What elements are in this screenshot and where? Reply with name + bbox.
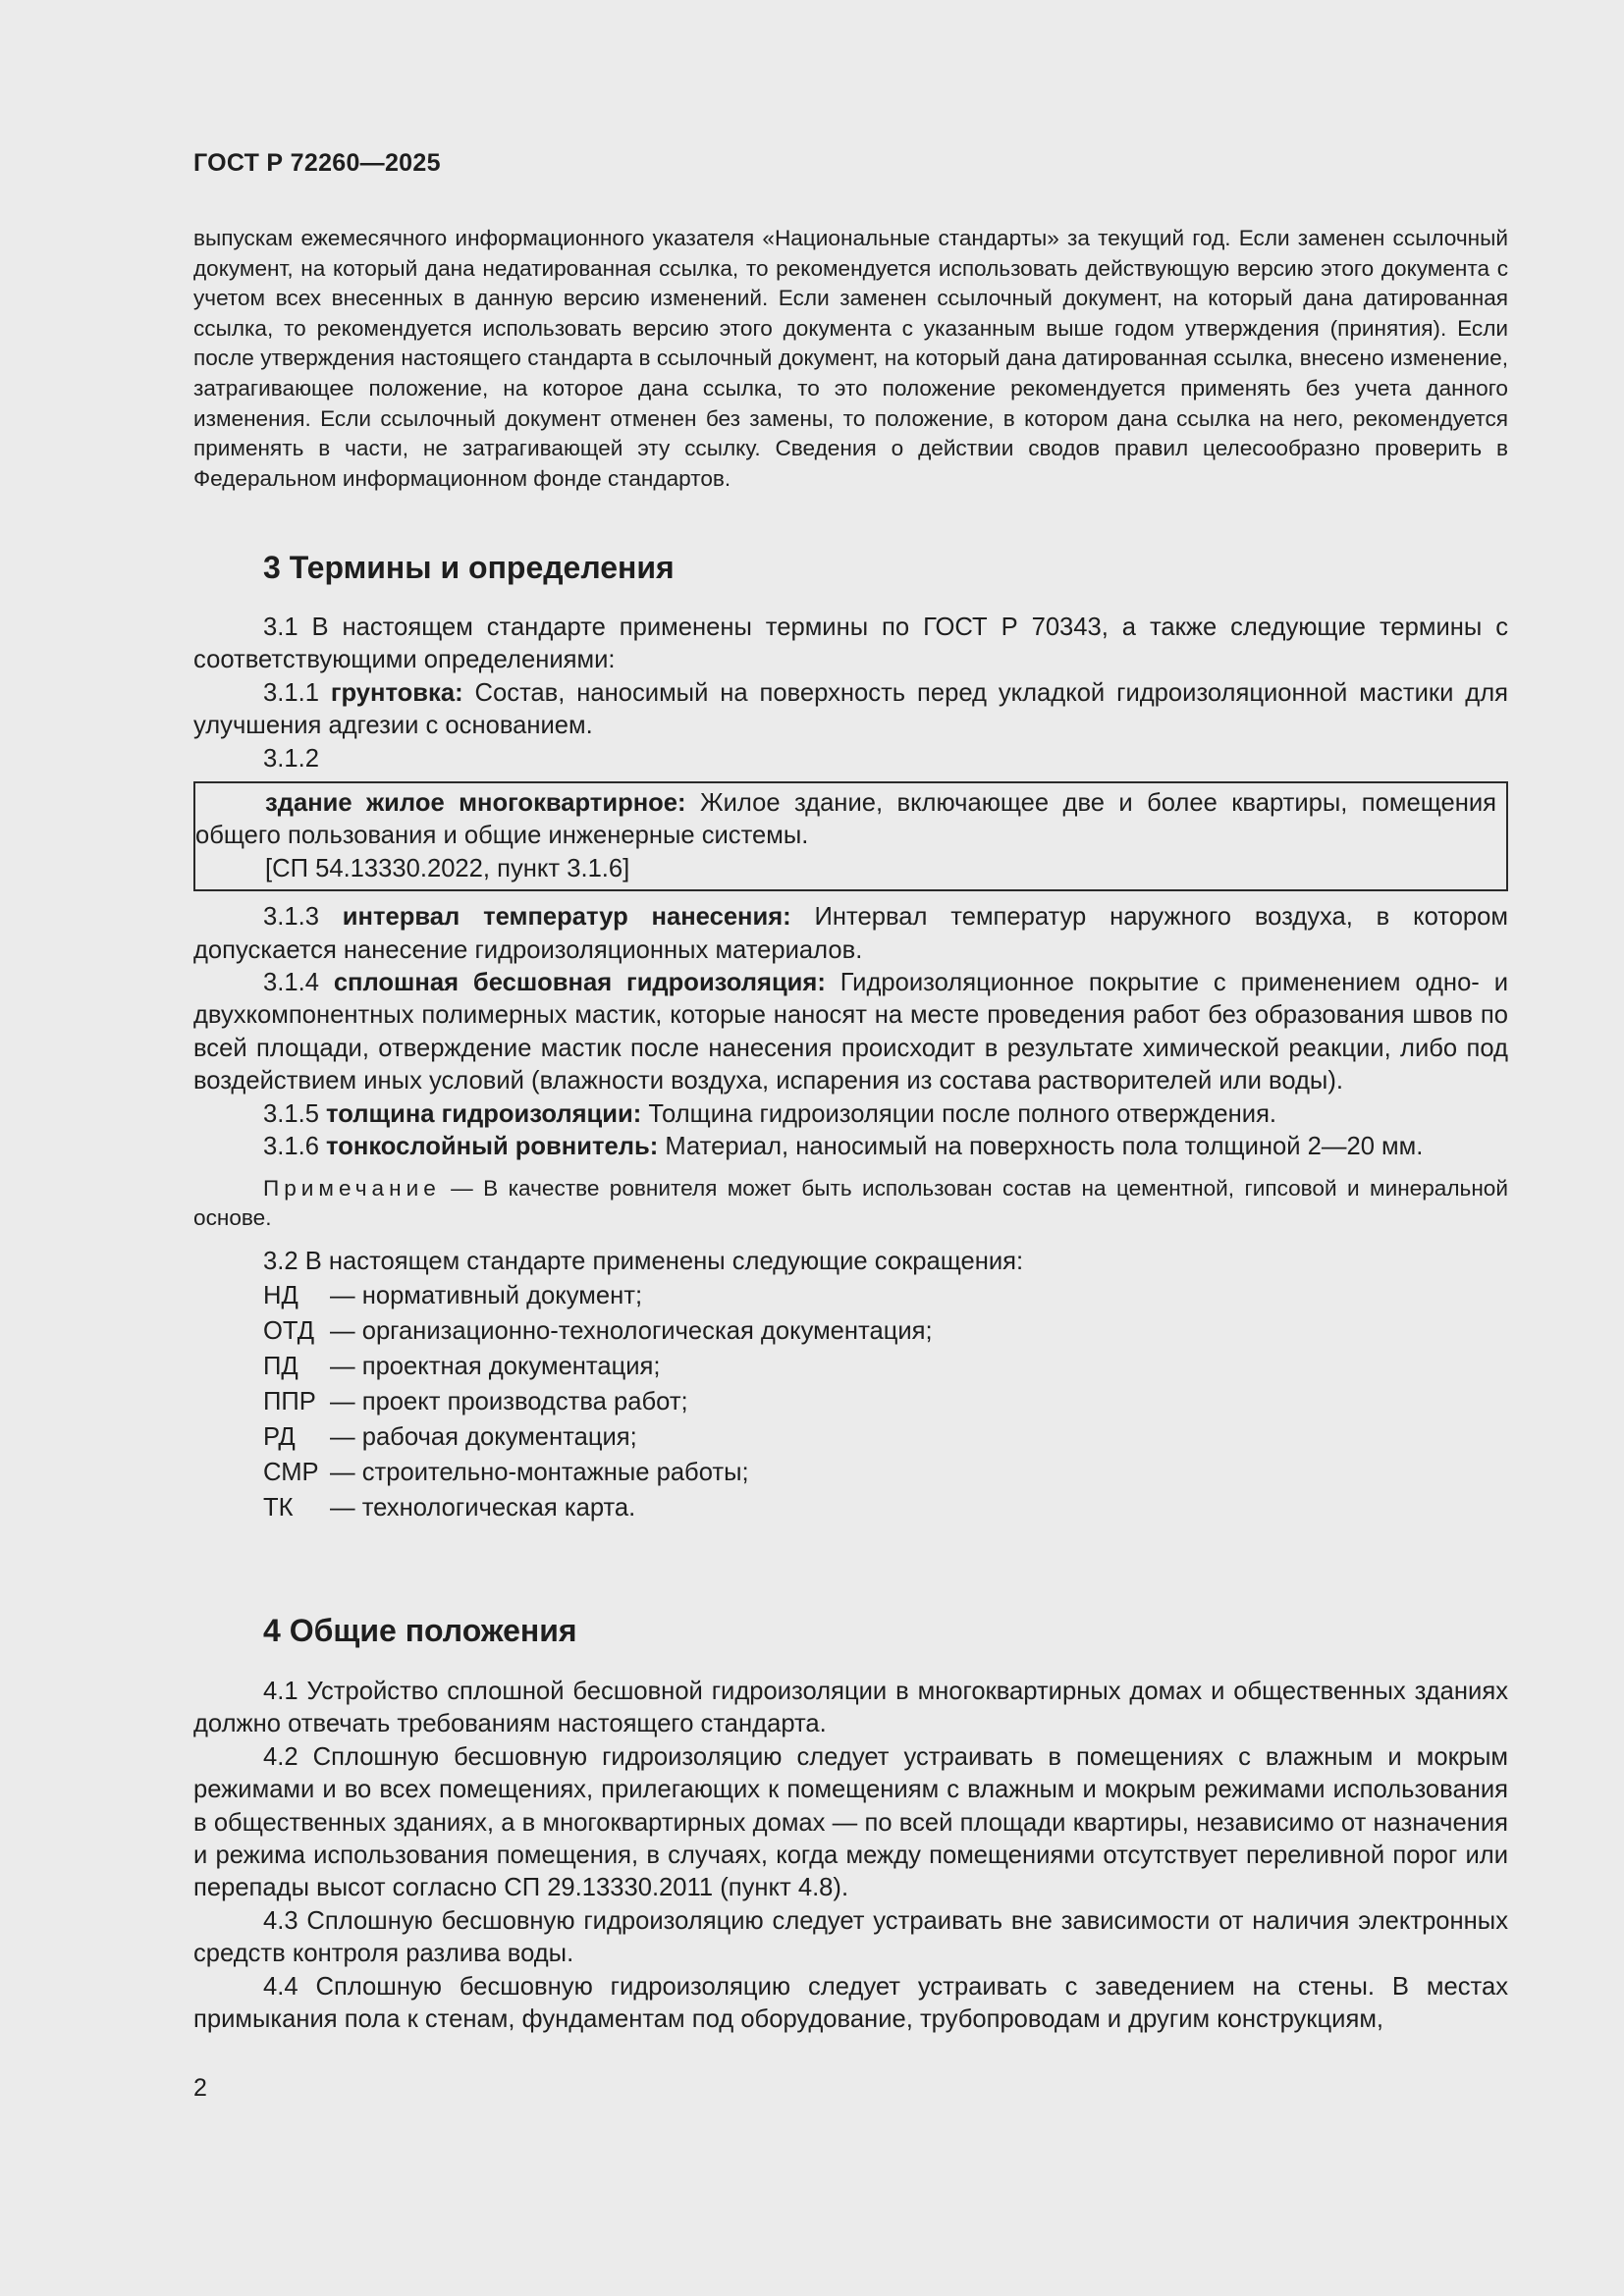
abbreviation-key: НД bbox=[263, 1282, 298, 1310]
term-number: 3.1.5 bbox=[263, 1099, 327, 1128]
term-number: 3.1.3 bbox=[263, 903, 343, 932]
abbreviation-row bbox=[193, 1349, 1508, 1384]
abbreviation-key: ПД bbox=[263, 1353, 298, 1381]
term-name: здание жилое многоквартирное: bbox=[265, 789, 686, 818]
para-4-2: 4.2 Сплошную бесшовную гидроизоляцию следует устраивать в помещениях с влажным и мокрым режимами и во всех помещениях, прилегающих к помещениям с влажным и мокрым режимами использования в общественных зданиях, а в многоквартирных домах — по всей площади квартиры, независимо от назначения и режима использования помещения, в случаях, когда между помещениями отсутствует переливной порог или перепады высот согласно СП 29.13330.2011 (пункт 4.8). bbox=[193, 1742, 1508, 1902]
abbreviation-row bbox=[193, 1419, 1508, 1455]
term-name: толщина гидроизоляции: bbox=[326, 1099, 642, 1128]
note-text: — В качестве ровнителя может быть использован состав на цементной, гипсовой и минеральной основе. bbox=[193, 1175, 1508, 1231]
para-4-3: 4.3 Сплошную бесшовную гидроизоляцию следует устраивать вне зависимости от наличия электронных средств контроля разлива воды. bbox=[193, 1906, 1508, 1968]
abbreviation-key: ТК bbox=[263, 1494, 294, 1522]
para-3-2: 3.2 В настоящем стандарте применены следующие сокращения: bbox=[263, 1247, 1024, 1275]
abbreviation-key: ППР bbox=[263, 1388, 316, 1416]
section-3-title: 3 Термины и определения bbox=[263, 550, 675, 585]
term-definition: Толщина гидроизоляции после полного отверждения. bbox=[641, 1099, 1277, 1128]
term-definition: Материал, наносимый на поверхность пола толщиной 2—20 мм. bbox=[658, 1133, 1424, 1161]
abbreviation-row bbox=[193, 1278, 1508, 1313]
term-3-1-1 bbox=[193, 677, 1508, 743]
term-name: интервал температур нанесения: bbox=[342, 903, 791, 932]
abbreviation-value: — нормативный документ; bbox=[330, 1282, 643, 1310]
term-3-1-2-number: 3.1.2 bbox=[263, 744, 319, 773]
term-name: сплошная бесшовная гидроизоляция: bbox=[333, 969, 826, 997]
term-3-1-2 bbox=[195, 787, 1496, 853]
term-definition: Интервал температур наружного воздуха, в котором допускается нанесение гидроизоляционных материалов. bbox=[193, 903, 1508, 964]
abbreviation-row bbox=[193, 1490, 1508, 1525]
intro-paragraph: выпускам ежемесячного информационного указателя «Национальные стандарты» за текущий год. Если заменен ссылочный документ, на который дана недатированная ссылка, то рекомендуется использовать действующую версию этого документа с учетом всех внесенных в данную версию изменений. Если заменен ссылочный документ, на который дана датированная ссылка, то рекомендуется использовать версию этого документа с указанным выше годом утверждения (принятия). Если после утверждения настоящего стандарта в ссылочный документ, на который дана датированная ссылка, внесено изменение, затрагивающее положение, на которое дана ссылка, то это положение рекомендуется применять без учета данного изменения. Если ссылочный документ отменен без замены, то положение, в котором дана ссылка на него, рекомендуется применять в части, не затрагивающей эту ссылку. Сведения о действии сводов правил целесообразно проверить в Федеральном информационном фонде стандартов. bbox=[193, 226, 1508, 491]
para-4-4: 4.4 Сплошную бесшовную гидроизоляцию следует устраивать с заведением на стены. В местах примыкания пола к стенам, фундаментам под оборудование, трубопроводам и другим конструкциям, bbox=[193, 1972, 1508, 2034]
section-3 bbox=[193, 550, 1508, 586]
doc-header-code: ГОСТ Р 72260—2025 bbox=[193, 149, 441, 177]
note-label: Примечание bbox=[263, 1175, 441, 1201]
term-number: 3.1.1 bbox=[263, 678, 331, 707]
abbreviation-value: — рабочая документация; bbox=[330, 1423, 637, 1452]
abbreviation-value: — организационно-технологическая документация; bbox=[330, 1317, 933, 1346]
section-4-title: 4 Общие положения bbox=[263, 1613, 577, 1648]
term-definition: Жилое здание, включающее две и более квартиры, помещения общего пользования и общие инженерные системы. bbox=[195, 789, 1496, 850]
abbreviation-value: — проектная документация; bbox=[330, 1353, 661, 1381]
abbreviation-row bbox=[193, 1384, 1508, 1419]
abbreviation-value: — проект производства работ; bbox=[330, 1388, 688, 1416]
term-number: 3.1.6 bbox=[263, 1133, 327, 1161]
term-definition: Гидроизоляционное покрытие с применением одно- и двухкомпонентных полимерных мастик, которые наносят на месте проведения работ без образования швов по всей площади, отверждение мастик после нанесения происходит в результате химической реакции, либо под воздействием иных условий (влажности воздуха, испарения из состава растворителей или воды). bbox=[193, 969, 1508, 1095]
term-3-1-2-source: [СП 54.13330.2022, пункт 3.1.6] bbox=[265, 854, 630, 882]
abbreviation-row bbox=[193, 1455, 1508, 1490]
term-3-1-6 bbox=[193, 1131, 1508, 1163]
section-4 bbox=[193, 1613, 1508, 1649]
term-3-1-3 bbox=[193, 901, 1508, 967]
abbreviation-list bbox=[193, 1278, 1508, 1525]
term-note bbox=[193, 1174, 1508, 1234]
term-definition: Состав, наносимый на поверхность перед укладкой гидроизоляционной мастики для улучшения адгезии с основанием. bbox=[193, 678, 1508, 740]
section-4-content bbox=[193, 1676, 1508, 2036]
term-3-1-2-box bbox=[193, 781, 1508, 891]
abbreviation-value: — технологическая карта. bbox=[330, 1494, 636, 1522]
term-name: тонкослойный ровнитель: bbox=[326, 1133, 659, 1161]
term-3-1-5 bbox=[193, 1098, 1508, 1131]
term-name: грунтовка: bbox=[330, 678, 463, 707]
para-3-1: 3.1 В настоящем стандарте применены термины по ГОСТ Р 70343, а также следующие термины с соответствующими определениями: bbox=[193, 614, 1508, 674]
abbreviation-key: СМР bbox=[263, 1459, 319, 1487]
abbreviation-value: — строительно-монтажные работы; bbox=[330, 1459, 749, 1487]
abbreviation-row bbox=[193, 1313, 1508, 1349]
term-3-1-4 bbox=[193, 967, 1508, 1098]
term-number: 3.1.4 bbox=[263, 969, 334, 997]
abbreviation-key: РД bbox=[263, 1423, 296, 1452]
section-3-content bbox=[193, 612, 1508, 1525]
para-4-1: 4.1 Устройство сплошной бесшовной гидроизоляции в многоквартирных домах и общественных зданиях должно отвечать требованиям настоящего стандарта. bbox=[193, 1678, 1508, 1738]
page-number: 2 bbox=[193, 2074, 207, 2102]
abbreviation-key: ОТД bbox=[263, 1317, 315, 1346]
